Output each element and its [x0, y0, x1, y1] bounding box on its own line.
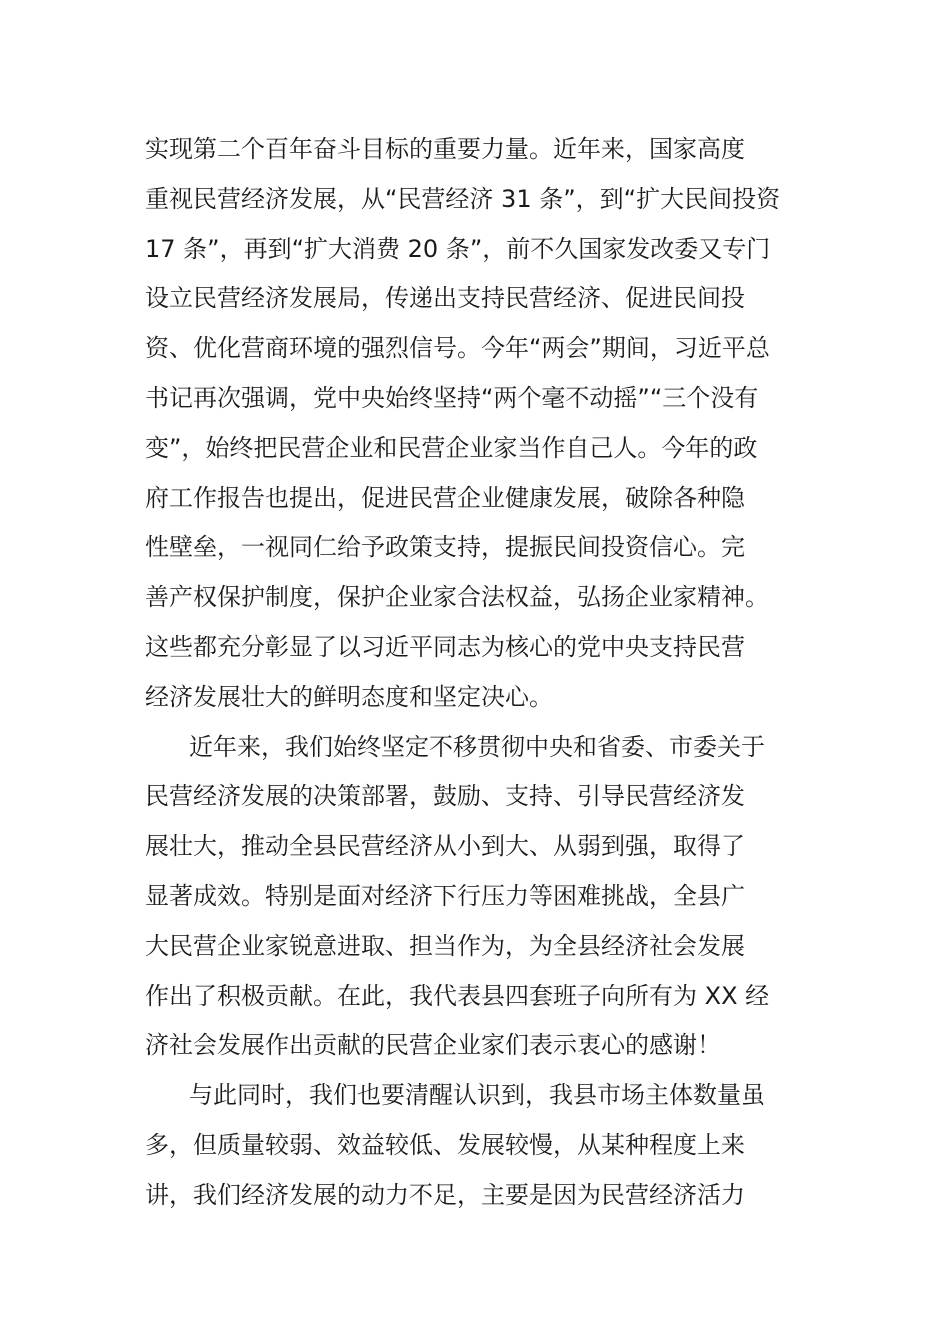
paragraph-3	[145, 1071, 805, 1220]
text-line: 显著成效。特别是面对经济下行压力等困难挑战，全县广	[145, 881, 745, 910]
text-line: 善产权保护制度，保护企业家合法权益，弘扬企业家精神。	[145, 583, 769, 612]
text-line: 多，但质量较弱、效益较低、发展较慢，从某种程度上来	[145, 1130, 745, 1159]
text-line: 府工作报告也提出，促进民营企业健康发展，破除各种隐	[145, 483, 745, 512]
text-line: 重视民营经济发展，从“民营经济 31 条”，到“扩大民间投资	[145, 184, 781, 213]
paragraph-1	[145, 125, 805, 723]
text-line: 这些都充分彰显了以习近平同志为核心的党中央支持民营	[145, 632, 745, 661]
text-line: 展壮大，推动全县民营经济从小到大、从弱到强，取得了	[145, 832, 745, 861]
text-line: 实现第二个百年奋斗目标的重要力量。近年来，国家高度	[145, 135, 745, 163]
text-line: 性壁垒，一视同仁给予政策支持，提振民间投资信心。完	[145, 533, 745, 562]
paragraph-2	[145, 723, 805, 1072]
text-line: 近年来，我们始终坚定不移贯彻中央和省委、市委关于	[189, 732, 765, 761]
text-line: 讲，我们经济发展的动力不足，主要是因为民营经济活力	[145, 1180, 745, 1209]
text-line: 经济发展壮大的鲜明态度和坚定决心。	[145, 682, 553, 711]
text-line: 济社会发展作出贡献的民营企业家们表示衷心的感谢！	[145, 1031, 721, 1060]
text-line: 资、优化营商环境的强烈信号。今年“两会”期间，习近平总	[145, 334, 770, 363]
document-body	[145, 125, 805, 1221]
text-line: 变”，始终把民营企业和民营企业家当作自己人。今年的政	[145, 433, 758, 462]
text-line: 书记再次强调，党中央始终坚持“两个毫不动摇”“三个没有	[145, 383, 759, 412]
text-line: 与此同时，我们也要清醒认识到，我县市场主体数量虽	[189, 1081, 765, 1110]
text-line: 作出了积极贡献。在此，我代表县四套班子向所有为 XX 经	[145, 981, 770, 1010]
text-line: 大民营企业家锐意进取、担当作为，为全县经济社会发展	[145, 931, 745, 960]
text-line: 设立民营经济发展局，传递出支持民营经济、促进民间投	[145, 284, 745, 313]
text-line: 17 条”，再到“扩大消费 20 条”，前不久国家发改委又专门	[145, 234, 771, 263]
text-line: 民营经济发展的决策部署，鼓励、支持、引导民营经济发	[145, 782, 745, 811]
